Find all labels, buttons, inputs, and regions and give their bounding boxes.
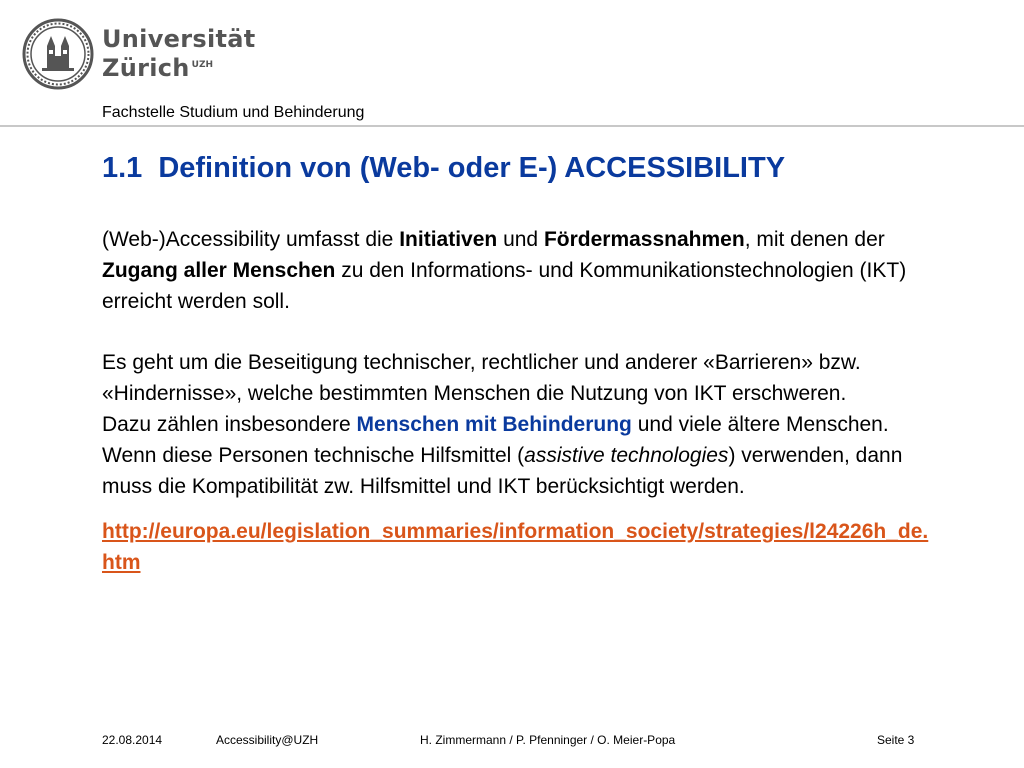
external-link[interactable]: http://europa.eu/legislation_summaries/information_society/strategies/l24226h_de.htm [102, 520, 929, 574]
university-name [102, 26, 256, 81]
text-run: (Web-)Accessibility umfasst die [102, 228, 400, 251]
bold-term-foerdermassnahmen: Fördermassnahmen [543, 228, 745, 251]
slide-title [102, 150, 785, 186]
text-run: und viele ältere Menschen. [631, 413, 889, 436]
bold-term-zugang: Zugang aller Menschen [102, 259, 336, 282]
slide-title-text: Definition von (Web- oder E-) ACCESSIBILITY [158, 152, 786, 184]
slide-title-number: 1.1 [102, 152, 143, 184]
italic-assistive-technologies: assistive technologies [524, 444, 729, 467]
slide-body [102, 224, 932, 578]
paragraph-barriers: Es geht um die Beseitigung technischer, rechtlicher und anderer «Barrieren» bzw. «Hindernisse», welche bestimmten Menschen die Nutzung von IKT erschweren. [102, 351, 861, 405]
text-run: ) verwenden, dann muss die Kompatibilität zw. Hilfsmittel und IKT berücksichtigt werden. [102, 444, 903, 498]
text-run: zu den Informations- und Kommunikationstechnologien (IKT) erreicht werden soll. [102, 259, 907, 313]
uzh-seal-icon [22, 18, 94, 90]
university-line2: Zürich [102, 54, 190, 82]
footer-page-number: Seite 3 [877, 733, 915, 747]
university-line1: Universität [102, 25, 256, 53]
bold-term-initiativen: Initiativen [399, 228, 498, 251]
text-run: , mit denen der [744, 228, 885, 251]
department-name: Fachstelle Studium und Behinderung [102, 104, 365, 121]
footer-date: 22.08.2014 [102, 733, 163, 747]
highlight-menschen-mit-behinderung: Menschen mit Behinderung [356, 413, 632, 436]
paragraph-definition [102, 224, 932, 317]
footer-event: Accessibility@UZH [216, 733, 319, 747]
paragraph-target-groups [102, 409, 932, 440]
text-run: und [497, 228, 544, 251]
text-run: Wenn diese Personen technische Hilfsmittel ( [102, 444, 525, 467]
footer-authors: H. Zimmermann / P. Pfenninger / O. Meier-Popa [420, 733, 676, 747]
text-run: Dazu zählen insbesondere [102, 413, 357, 436]
university-suffix: UZH [191, 60, 214, 70]
paragraph-assistive [102, 440, 932, 502]
header-divider [0, 125, 1024, 127]
